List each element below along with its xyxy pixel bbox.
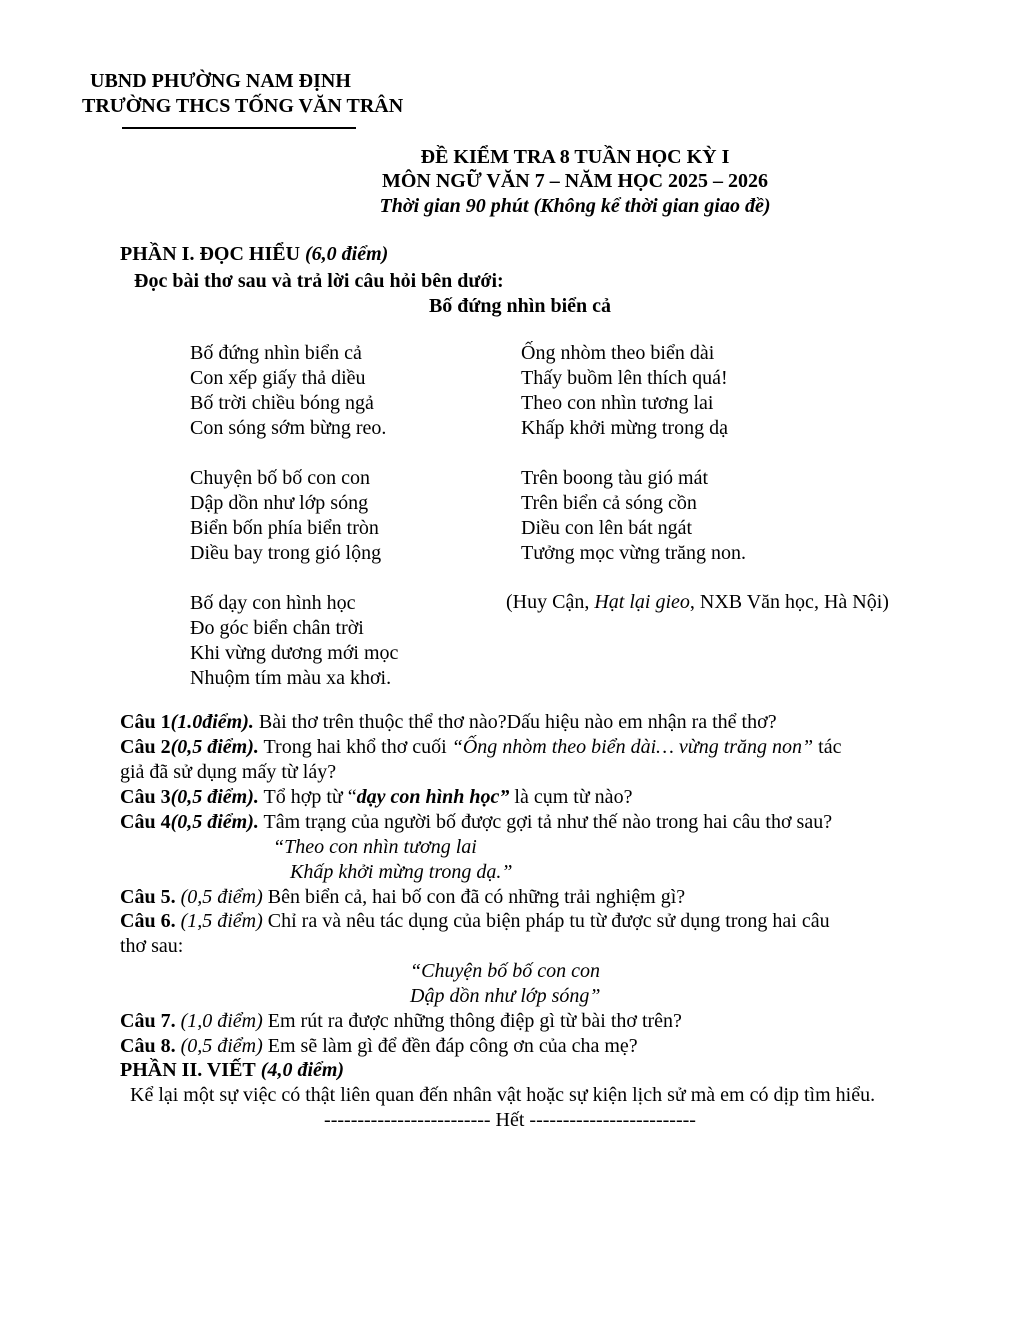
poem-source <box>506 591 889 614</box>
poem-right-stanza-2 <box>521 466 746 566</box>
header-divider <box>122 127 356 129</box>
source-pre: (Huy Cận, <box>506 591 595 613</box>
question-score: (0,5 điểm). <box>170 786 259 808</box>
part2-heading <box>120 1059 344 1082</box>
question-1 <box>120 711 777 734</box>
part2-heading-text: PHẦN II. VIẾT <box>120 1059 256 1081</box>
exam-time: Thời gian 90 phút (Không kể thời gian giao đề) <box>379 195 771 217</box>
org-name: UBND PHƯỜNG NAM ĐỊNH <box>90 70 351 92</box>
question-text: Tâm trạng của người bố được gợi tả như thế nào trong hai câu thơ sau? <box>258 811 833 833</box>
question-text: Tổ hợp từ “ <box>258 786 357 808</box>
question-text: Chỉ ra và nêu tác dụng của biện pháp tu từ được sử dụng trong hai câu <box>262 910 830 932</box>
poem-line: Tưởng mọc vừng trăng non. <box>521 542 746 564</box>
poem-line: Diều con lên bát ngát <box>521 517 693 539</box>
question-label: Câu 5. <box>120 886 176 908</box>
question-2-line2: giả đã sử dụng mấy từ láy? <box>120 761 337 783</box>
question-quote: dạy con hình học” <box>356 786 510 808</box>
question-text: Bên biển cả, hai bố con đã có những trải nghiệm gì? <box>262 886 686 908</box>
question-score: (1,0 điểm) <box>175 1010 263 1032</box>
question-text: Em sẽ làm gì để đền đáp công ơn của cha mẹ? <box>262 1035 638 1057</box>
question-label: Câu 4 <box>120 811 171 833</box>
question-6-verse-2: Dập dồn như lớp sóng” <box>410 985 601 1007</box>
question-label: Câu 8. <box>120 1035 176 1057</box>
question-5 <box>120 886 685 909</box>
question-6-line2: thơ sau: <box>120 935 184 957</box>
part2-score: (4,0 điểm) <box>260 1059 345 1081</box>
question-score: (0,5 điểm) <box>175 886 263 908</box>
part2-prompt: Kể lại một sự việc có thật liên quan đến nhân vật hoặc sự kiện lịch sử mà em có dịp tìm hiểu. <box>130 1084 876 1106</box>
poem-title: Bố đứng nhìn biển cả <box>428 295 612 317</box>
question-text-end: là cụm từ nào? <box>509 786 633 808</box>
part1-instruction: Đọc bài thơ sau và trả lời câu hỏi bên dưới: <box>134 270 504 292</box>
question-score: (1,5 điểm) <box>175 910 263 932</box>
poem-line: Thấy buồm lên thích quá! <box>521 367 728 389</box>
source-post: , NXB Văn học, Hà Nội) <box>689 591 889 613</box>
part1-heading <box>120 243 388 266</box>
question-text-end: tác <box>813 736 842 758</box>
question-quote: “Ống nhòm theo biển dài… vừng trăng non” <box>451 736 814 758</box>
poem-line: Đo góc biển chân trời <box>190 617 364 639</box>
question-score: (0,5 điểm). <box>170 811 259 833</box>
source-book: Hạt lại gieo <box>594 591 690 613</box>
poem-line: Ống nhòm theo biển dài <box>521 342 715 364</box>
poem-line: Dập dồn như lớp sóng <box>190 492 369 514</box>
poem-left-stanza-2 <box>190 466 381 566</box>
question-label: Câu 7. <box>120 1010 176 1032</box>
question-text: Trong hai khổ thơ cuối <box>258 736 452 758</box>
question-4 <box>120 811 832 834</box>
poem-line: Con sóng sớm bừng reo. <box>190 417 387 439</box>
question-4-verse-1: “Theo con nhìn tương lai <box>273 836 477 858</box>
part1-heading-text: PHẦN I. ĐỌC HIỂU <box>120 243 301 265</box>
question-label: Câu 2 <box>120 736 171 758</box>
poem-line: Nhuộm tím màu xa khơi. <box>190 667 392 689</box>
exam-title: ĐỀ KIỂM TRA 8 TUẦN HỌC KỲ I <box>420 146 730 168</box>
poem-line: Chuyện bố bố con con <box>190 467 370 489</box>
question-score: (1.0điểm). <box>170 711 254 733</box>
question-6-verse-1: “Chuyện bố bố con con <box>410 960 600 982</box>
poem-line: Khi vừng dương mới mọc <box>190 642 399 664</box>
poem-line: Biển bốn phía biển tròn <box>190 517 379 539</box>
question-label: Câu 3 <box>120 786 171 808</box>
poem-line: Diều bay trong gió lộng <box>190 542 382 564</box>
question-8 <box>120 1035 638 1058</box>
poem-line: Con xếp giấy thả diều <box>190 367 366 389</box>
poem-right-stanza-1 <box>521 341 728 441</box>
question-label: Câu 1 <box>120 711 171 733</box>
poem-line: Bố dạy con hình học <box>190 592 356 614</box>
poem-line: Khấp khởi mừng trong dạ <box>521 417 728 439</box>
poem-line: Theo con nhìn tương lai <box>521 392 714 414</box>
question-text: Bài thơ trên thuộc thể thơ nào?Dấu hiệu nào em nhận ra thể thơ? <box>253 711 777 733</box>
question-6 <box>120 910 830 933</box>
poem-line: Trên boong tàu gió mát <box>521 467 709 489</box>
question-score: (0,5 điểm) <box>175 1035 263 1057</box>
question-2 <box>120 736 841 759</box>
poem-line: Bố đứng nhìn biển cả <box>190 342 362 364</box>
question-text: Em rút ra được những thông điệp gì từ bài thơ trên? <box>262 1010 682 1032</box>
question-label: Câu 6. <box>120 910 176 932</box>
end-marker: ------------------------- Hết ------------------------- <box>324 1109 696 1131</box>
part1-score: (6,0 điểm) <box>305 243 389 265</box>
question-4-verse-2: Khấp khởi mừng trong dạ.” <box>290 861 513 883</box>
poem-left-stanza-3 <box>190 591 398 691</box>
school-name: TRƯỜNG THCS TỐNG VĂN TRÂN <box>82 95 404 117</box>
question-3 <box>120 786 632 809</box>
poem-left-stanza-1 <box>190 341 386 441</box>
poem-line: Trên biển cả sóng cồn <box>521 492 697 514</box>
question-7 <box>120 1010 682 1033</box>
poem-line: Bố trời chiều bóng ngả <box>190 392 374 414</box>
question-score: (0,5 điểm). <box>170 736 259 758</box>
exam-subject: MÔN NGỮ VĂN 7 – NĂM HỌC 2025 – 2026 <box>381 170 769 192</box>
